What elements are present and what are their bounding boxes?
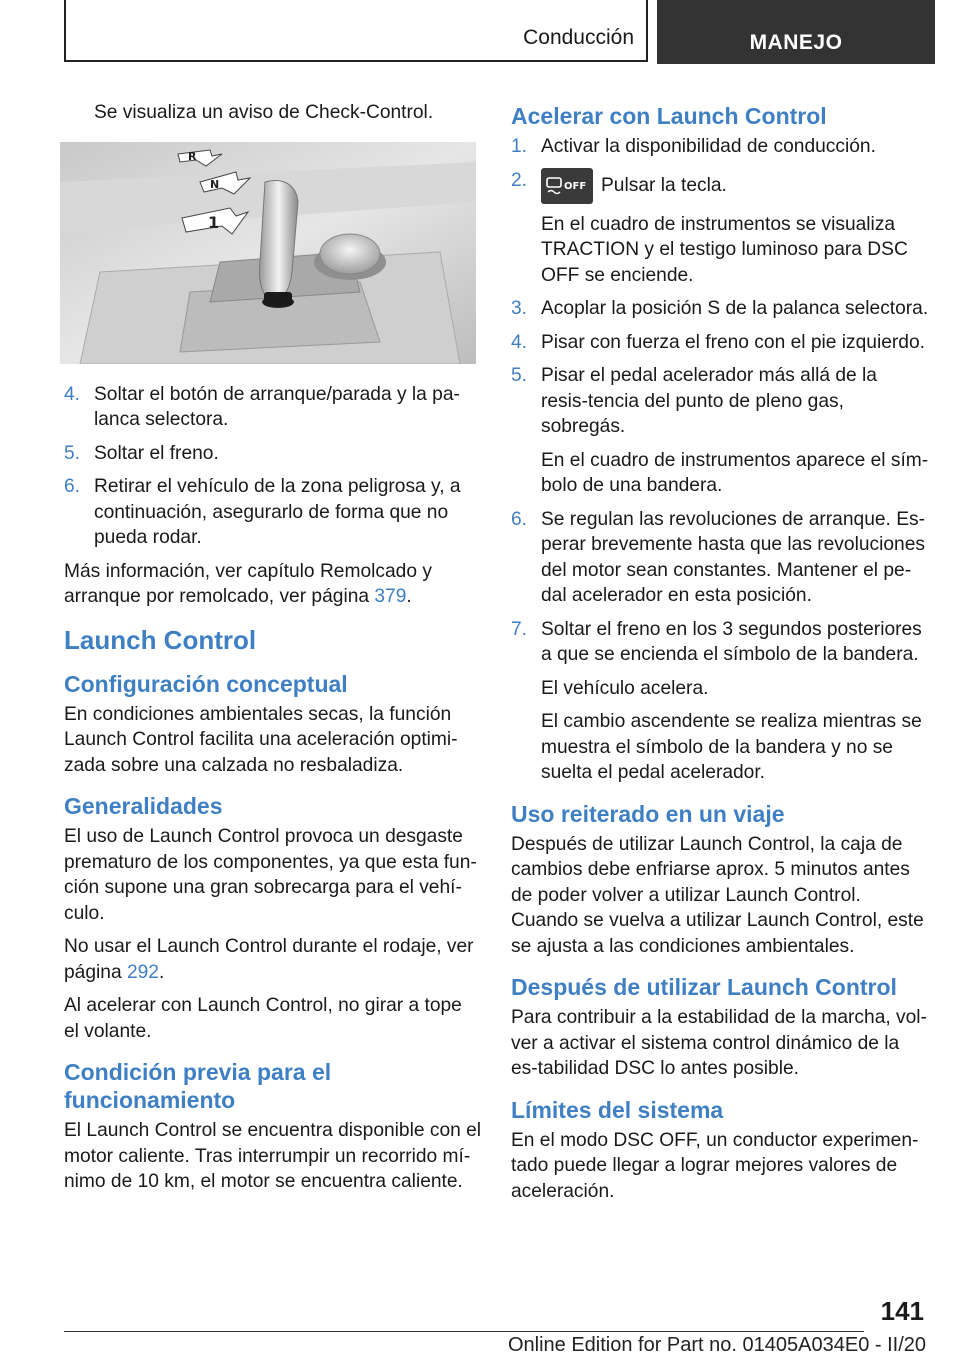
figure-callout-1: 1	[208, 212, 220, 232]
general-paragraph-3: Al acelerar con Launch Control, no girar a tope el volante.	[64, 995, 462, 1042]
list-number: 1.	[511, 136, 528, 157]
list-number: 6.	[511, 508, 528, 530]
list-text: Retirar el vehículo de la zona peligrosa y, a continuación, asegurarlo de forma que no pueda rodar.	[94, 476, 461, 548]
concept-paragraph: En condiciones ambientales secas, la función Launch Control facilita una aceleración optimi-zada sobre una calzada no resbaladiza.	[64, 703, 458, 776]
heading-precondition: Condición previa para el funcionamiento	[64, 1059, 332, 1113]
header-chapter-tab: MANEJO	[657, 0, 935, 64]
limits-paragraph: En el modo DSC OFF, un conductor experimen-tado puede llegar a lograr mejores valores de aceleración.	[511, 1129, 919, 1202]
heading-limits: Límites del sistema	[511, 1096, 724, 1123]
section-title: Launch Control	[64, 624, 257, 655]
list-number: 7.	[511, 618, 528, 640]
heading-reuse: Uso reiterado en un viaje	[511, 800, 785, 827]
list-text: Acoplar la posición S de la palanca selectora.	[541, 298, 929, 319]
list-number: 4.	[64, 383, 81, 405]
list-item	[511, 134, 929, 160]
list-item	[511, 330, 929, 356]
list-number: 5.	[64, 442, 81, 464]
general-paragraph-2	[64, 934, 482, 985]
right-column	[511, 100, 929, 1204]
list-text: Soltar el freno.	[94, 442, 219, 464]
page-number: 141	[880, 1296, 924, 1326]
step7-detail-2: El cambio ascendente se realiza mientras se muestra el símbolo de la bandera y no se suelta el pedal acelerador.	[541, 711, 922, 783]
list-text: Pisar el pedal acelerador más allá de la resis-tencia del punto de pleno gas, sobregás.	[541, 365, 877, 437]
general-paragraph-2-end: .	[158, 961, 165, 983]
header-section-title: Conducción	[523, 26, 634, 49]
list-text: Se regulan las revoluciones de arranque. Es-perar brevemente hasta que las revoluciones del motor sean constantes. Mantener el pe-dal acelerador en esta posición.	[541, 508, 925, 606]
more-info-paragraph	[64, 559, 482, 610]
more-info-text: Más información, ver capítulo Remolcado y arranque por remolcado, ver página	[64, 560, 432, 607]
step5-detail: En el cuadro de instrumentos aparece el sím-bolo de una bandera.	[541, 449, 929, 496]
dsc-off-label: OFF	[564, 180, 587, 192]
list-item	[511, 507, 929, 609]
heading-accelerate: Acelerar con Launch Control	[511, 103, 827, 129]
heading-general: Generalidades	[64, 793, 223, 819]
general-paragraph-1: El uso de Launch Control provoca un desgaste prematuro de los componentes, ya que esta fun-ción supone una gran sobrecarga para el vehí-culo.	[64, 826, 477, 924]
figure-label-r: R	[188, 149, 197, 163]
list-number: 6.	[64, 476, 81, 497]
heading-after: Después de utilizar Launch Control	[511, 974, 897, 1000]
gear-selector-photo	[60, 142, 476, 364]
footer-divider	[64, 1331, 864, 1332]
list-item	[511, 363, 929, 440]
list-number: 2.	[511, 169, 528, 191]
figure-label-n: N	[210, 177, 220, 191]
step2-detail: En el cuadro de instrumentos se visualiza TRACTION y el testigo luminoso para DSC OFF se enciende.	[541, 213, 908, 286]
list-number: 5.	[511, 365, 528, 386]
after-paragraph: Para contribuir a la estabilidad de la marcha, vol-ver a activar el sistema control dinámico de la es-tabilidad DSC lo antes posible.	[511, 1007, 927, 1079]
list-text: Activar la disponibilidad de conducción.	[541, 136, 876, 157]
list-text: Pulsar la tecla.	[601, 174, 727, 196]
reuse-paragraph: Después de utilizar Launch Control, la caja de cambios debe enfriarse aprox. 5 minutos antes de poder volver a utilizar Launch Control. Cuando se vuelva a utilizar Launch Control, este se ajusta a las condiciones ambientales.	[511, 833, 924, 957]
left-column	[64, 100, 482, 1195]
precondition-paragraph: El Launch Control se encuentra disponible con el motor caliente. Tras interrumpir un recorrido mí-nimo de 10 km, el motor se encuentra caliente.	[64, 1120, 482, 1192]
list-item	[511, 168, 929, 204]
list-item	[64, 474, 482, 551]
step7-detail-1: El vehículo acelera.	[541, 677, 709, 699]
list-text: Pisar con fuerza el freno con el pie izquierdo.	[541, 331, 925, 353]
page-header	[64, 0, 935, 64]
list-text: Soltar el freno en los 3 segundos posteriores a que se encienda el símbolo de la bandera.	[541, 618, 922, 665]
list-number: 4.	[511, 331, 528, 353]
more-info-end: .	[406, 586, 412, 607]
intro-text: Se visualiza un aviso de Check-Control.	[94, 102, 434, 123]
list-item	[511, 296, 929, 322]
page-link-379[interactable]: 379	[374, 586, 407, 607]
heading-concept: Configuración conceptual	[64, 670, 348, 697]
page-link-292[interactable]: 292	[126, 961, 159, 983]
list-item	[64, 441, 482, 467]
list-item	[64, 382, 482, 433]
general-paragraph-2-text: No usar el Launch Control durante el rodaje, ver página	[64, 936, 474, 983]
list-number: 3.	[511, 298, 528, 319]
edition-note: Online Edition for Part no. 01405A034E0 - II/20	[507, 1334, 926, 1356]
list-item	[511, 617, 929, 668]
dsc-off-button-icon	[541, 168, 593, 204]
list-text: Soltar el botón de arranque/parada y la pa-lanca selectora.	[94, 383, 460, 430]
